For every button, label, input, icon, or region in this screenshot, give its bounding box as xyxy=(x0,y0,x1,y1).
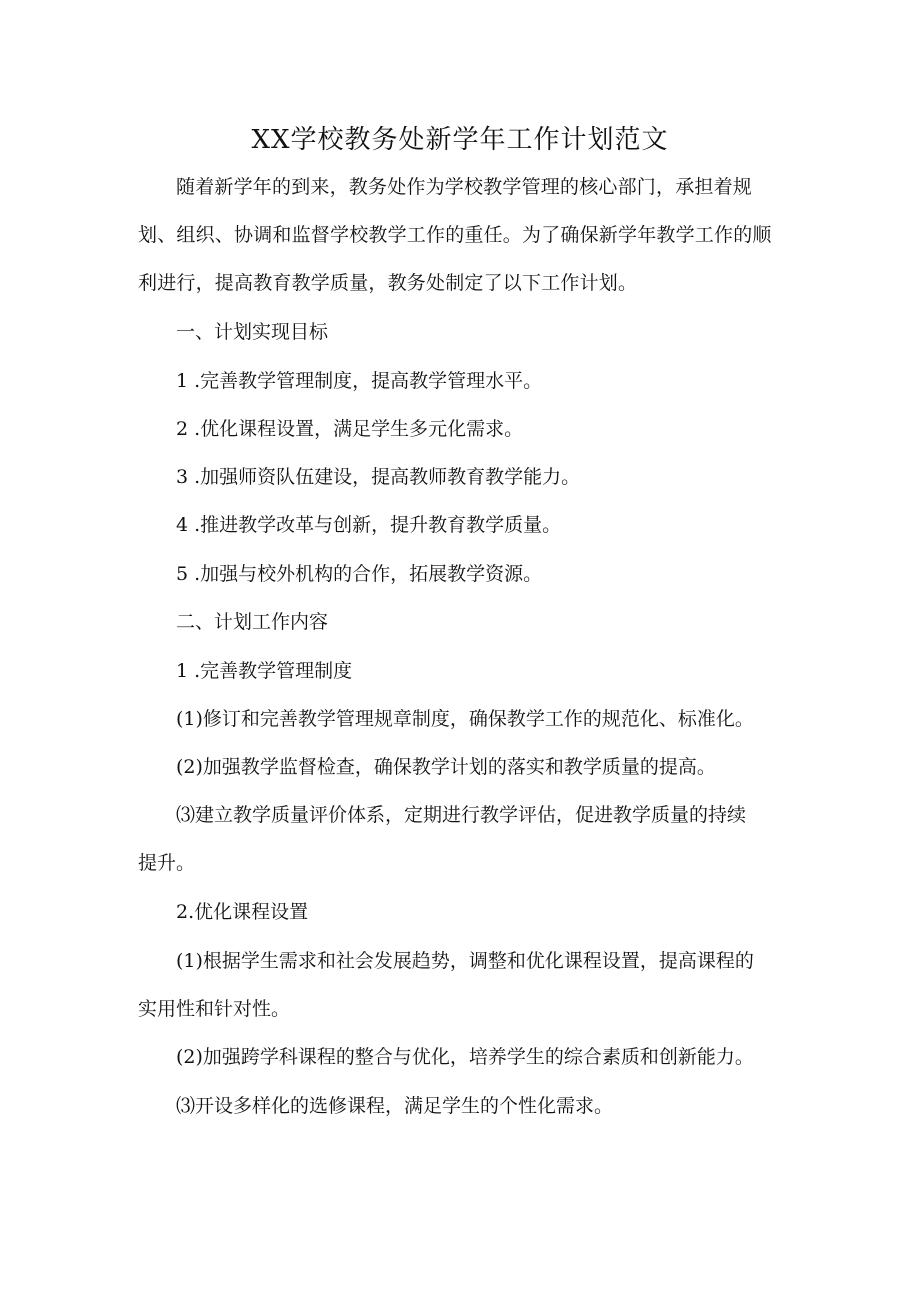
paragraph-line: 划、组织、协调和监督学校教学工作的重任。为了确保新学年教学工作的顺 xyxy=(138,224,772,246)
list-item: (1)修订和完善教学管理规章制度，确保教学工作的规范化、标准化。 xyxy=(176,708,754,730)
document-title: XX学校教务处新学年工作计划范文 xyxy=(251,125,669,155)
list-item: 3 .加强师资队伍建设，提高教师教育教学能力。 xyxy=(176,466,581,488)
paragraph-line: 利进行，提高教育教学质量，教务处制定了以下工作计划。 xyxy=(138,272,638,294)
list-item: (1)根据学生需求和社会发展趋势，调整和优化课程设置，提高课程的 xyxy=(176,950,754,972)
list-item: 2 .优化课程设置，满足学生多元化需求。 xyxy=(176,418,524,440)
list-item: ⑶开设多样化的选修课程，满足学生的个性化需求。 xyxy=(176,1095,614,1117)
subsection-heading: 2.优化课程设置 xyxy=(176,901,309,923)
subsection-heading: 1 .完善教学管理制度 xyxy=(176,660,353,682)
list-item: ⑶建立教学质量评价体系，定期进行教学评估，促进教学质量的持续 xyxy=(176,804,747,826)
list-item: 5 .加强与校外机构的合作，拓展教学资源。 xyxy=(176,563,543,585)
paragraph-line: 随着新学年的到来，教务处作为学校教学管理的核心部门，承担着规 xyxy=(176,176,753,198)
list-item: (2)加强教学监督检查，确保教学计划的落实和教学质量的提高。 xyxy=(176,756,716,778)
paragraph-line: 提升。 xyxy=(138,852,196,874)
paragraph-line: 实用性和针对性。 xyxy=(138,998,291,1020)
section-heading: 一、计划实现目标 xyxy=(176,321,329,343)
list-item: 1 .完善教学管理制度，提高教学管理水平。 xyxy=(176,370,543,392)
section-heading: 二、计划工作内容 xyxy=(176,611,329,633)
list-item: (2)加强跨学科课程的整合与优化，培养学生的综合素质和创新能力。 xyxy=(176,1046,754,1068)
list-item: 4 .推进教学改革与创新，提升教育教学质量。 xyxy=(176,514,562,536)
